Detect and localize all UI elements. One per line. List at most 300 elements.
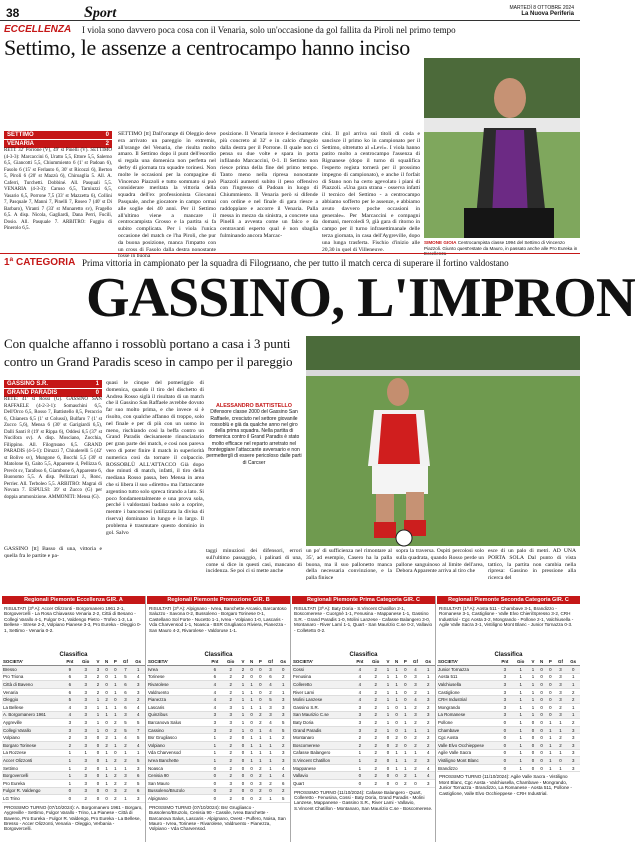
table-cell: 0 <box>94 795 102 803</box>
table-row <box>2 757 145 765</box>
table-row <box>292 666 435 674</box>
table-cell: 1 <box>111 704 119 712</box>
table-cell: 1 <box>207 757 223 765</box>
table-cell: Bsr Grugliasco <box>147 734 207 742</box>
table-cell: 4 <box>207 688 223 696</box>
table-cell: 2 <box>276 742 290 750</box>
table-cell: 2 <box>410 734 422 742</box>
table-cell: 6 <box>62 688 78 696</box>
table-cell: 2 <box>566 719 580 727</box>
table-row <box>2 711 145 719</box>
article2-subhead: Con qualche affanno i rossoblù portano a casa i 3 punti <box>4 336 291 351</box>
table-cell: 2 <box>223 734 239 742</box>
table-cell: 6 <box>207 666 223 674</box>
article2-photo-caption <box>206 403 302 466</box>
table-cell: Brandizzo <box>437 764 497 772</box>
table-row <box>147 726 290 734</box>
table-cell: Venaria <box>2 688 62 696</box>
article2-body-col1: GASSINO [tt] Basso di una, vittoria e quella fra le partite e pa- <box>4 546 102 559</box>
table-cell: 1 <box>256 734 264 742</box>
table-row <box>437 742 580 750</box>
table-cell: Aosta 511 <box>437 673 497 681</box>
table-cell: 1 <box>546 719 554 727</box>
table-cell: 1 <box>94 711 102 719</box>
table-cell: 2 <box>392 742 401 750</box>
table-header-cell: P <box>256 658 264 666</box>
table-cell: 1 <box>401 764 409 772</box>
table-header-cell: Pnt <box>497 658 513 666</box>
table-cell: Molini Lanzese <box>292 696 352 704</box>
table-cell: 1 <box>247 681 256 689</box>
table-cell: 0 <box>384 734 392 742</box>
table-cell: 0 <box>102 688 111 696</box>
article1-body-col2: posizione. Il Venaria invece è decisamente più concreto al 32' e in calcio d'angolo dalla destra per il Porrone. Il quale non ci pensa su due volte e spara in porta infilando Marcaccini, 0-1. Il Settimo non riesce prima della fine del primo tempo. Tanto meno nella ripresa nonostante Piazzoli aumenti subito il peso offensivo con l'ingresso di Padoan in luogo di Chiummiento. Il Venaria però si difende con ordine e nel finale di gara riesce a raddoppiare e accorre il Venaria. Palla messa in mezzo da sinistra, a concrete una Pinelli a avventa come un falco e da centravanti esperto qual è non sbaglia fulminando ancora Marcac- <box>220 131 318 239</box>
table-cell: Oleggio <box>2 696 62 704</box>
table-header-cell: Gs <box>566 658 580 666</box>
table-cell: 0 <box>529 719 537 727</box>
header-rule <box>0 20 580 21</box>
table-cell: 1 <box>62 757 78 765</box>
table-cell: 0 <box>529 749 537 757</box>
table-cell: 1 <box>256 749 264 757</box>
table-header-cell: Pnt <box>62 658 78 666</box>
table-cell: 2 <box>94 673 102 681</box>
table-cell: 0 <box>529 764 537 772</box>
table-row <box>2 673 145 681</box>
table-cell: Lascaris <box>147 704 207 712</box>
table-cell: 1 <box>265 757 277 765</box>
table-cell: 4 <box>62 711 78 719</box>
table-cell: 3 <box>78 688 94 696</box>
table-cell: Agile Valle Sacra <box>437 749 497 757</box>
table-row <box>437 688 580 696</box>
table-row <box>292 764 435 772</box>
table-cell: 1 <box>352 757 368 765</box>
table-cell: 0 <box>546 711 554 719</box>
table-cell: 2 <box>368 696 384 704</box>
table-cell: 0 <box>537 688 546 696</box>
table-row <box>292 749 435 757</box>
table-cell: 7 <box>131 726 145 734</box>
standings-title: Regionali Piemonte Eccellenza GIR. A <box>2 596 145 604</box>
table-row <box>147 757 290 765</box>
table-cell: 0 <box>102 673 111 681</box>
table-cell: 2 <box>239 673 247 681</box>
table-cell: Settimo <box>2 764 62 772</box>
table-row <box>292 696 435 704</box>
table-cell: 0 <box>401 688 409 696</box>
table-cell: 0 <box>256 666 264 674</box>
table-header-cell: N <box>102 658 111 666</box>
table-cell: 2 <box>223 742 239 750</box>
table-cell: 1 <box>265 749 277 757</box>
table-cell: 0 <box>537 734 546 742</box>
table-cell: 5 <box>131 719 145 727</box>
table-cell: 6 <box>120 688 132 696</box>
table-cell: 1 <box>94 704 102 712</box>
table-cell: 3 <box>78 681 94 689</box>
table-cell: 5 <box>276 719 290 727</box>
table-cell: 1 <box>111 711 119 719</box>
player-photo-gioia <box>424 58 580 238</box>
table-cell: Aygreville <box>2 719 62 727</box>
table-cell: 0 <box>352 780 368 788</box>
article2-body-col6: esce di un palo di metri. AD UNA PORTA SOLA Dal punto di vista tattico, la partita non cambia nella ripresa: Gassino in pressione alla ricerca del <box>488 548 576 582</box>
table-cell: La Rozzese <box>2 749 62 757</box>
table-cell: 1 <box>392 764 401 772</box>
table-cell: 3 <box>223 780 239 788</box>
table-cell: 7 <box>120 666 132 674</box>
table-row <box>437 673 580 681</box>
table-cell: 2 <box>111 795 119 803</box>
article2-body-col4: un po' di sufficienza nel rimontare al 35', ad esempio, Casero ha la palla buona, ma il suo pallonetto manca della necessaria convinzione, e la palla finisce <box>306 548 392 582</box>
table-cell: 0 <box>537 719 546 727</box>
table-cell: 1 <box>131 749 145 757</box>
table-cell: 2 <box>120 780 132 788</box>
table-row <box>147 673 290 681</box>
table-cell: 1 <box>401 704 409 712</box>
table-cell: Vistiligno Mont Blanc <box>437 757 497 765</box>
table-cell: 3 <box>78 780 94 788</box>
table-header-cell: SOCIETA' <box>292 658 352 666</box>
table-cell: 0 <box>265 787 277 795</box>
table-cell: 1 <box>421 666 435 674</box>
table-cell: 0 <box>546 688 554 696</box>
table-cell: 5 <box>276 726 290 734</box>
table-cell: 1 <box>392 696 401 704</box>
table-cell: 2 <box>566 696 580 704</box>
table-cell: 2 <box>421 734 435 742</box>
table-cell: Valle Elvo Occhieppese <box>437 742 497 750</box>
table-header-cell: P <box>546 658 554 666</box>
table-cell: 1 <box>401 711 409 719</box>
table-cell: 0 <box>497 749 513 757</box>
table-cell: 1 <box>546 764 554 772</box>
table-cell: 3 <box>555 688 567 696</box>
table-cell: Chambave <box>437 726 497 734</box>
table-cell: 1 <box>265 772 277 780</box>
table-cell: 1 <box>392 757 401 765</box>
table-row <box>292 734 435 742</box>
table-cell: 2 <box>256 795 264 803</box>
table-cell: 3 <box>276 704 290 712</box>
table-cell: 4 <box>410 666 422 674</box>
table-row <box>437 719 580 727</box>
table-cell: 2 <box>120 742 132 750</box>
table-cell: 2 <box>62 734 78 742</box>
standings-table <box>292 658 435 788</box>
table-cell: 3 <box>78 704 94 712</box>
table-row <box>2 764 145 772</box>
table-cell: La Bellese <box>2 704 62 712</box>
table-cell: 4 <box>120 734 132 742</box>
article2-body-col5: sopra la traversa. Ospiti percolosi solo sulla quadrata, quando Rosso perde un pallone sanguinoso al limite dell'area, Debora Apparente arriva al tiro che <box>396 548 484 575</box>
table-cell: 0 <box>94 772 102 780</box>
table-cell: Boscomerese <box>292 742 352 750</box>
table-cell: 2 <box>368 719 384 727</box>
table-cell: 2 <box>368 704 384 712</box>
table-cell: 1 <box>555 726 567 734</box>
standings-next-round: PROSSIMO TURNO (11/10/2024): Agile Valle Sacra - Vistiligno Mont Blanc, Cgc Aosta - Valchiusella, Chambave - Mongrando, Junior Tornazza - Brandizzo, La Romanese - Aosta 511, Pollone - Castiglione, Valle Elvo Occhieppese - CRH Industrial. <box>439 774 572 796</box>
table-cell: 2 <box>78 795 94 803</box>
table-cell: 3 <box>352 704 368 712</box>
table-cell: Baty Doria <box>292 719 352 727</box>
table-cell: 0 <box>537 673 546 681</box>
table-cell: 0 <box>102 719 111 727</box>
table-cell: Borgaro Torinese <box>2 742 62 750</box>
table-cell: 0 <box>401 673 409 681</box>
table-cell: 1 <box>384 666 392 674</box>
table-cell: 1 <box>529 673 537 681</box>
table-header-row <box>147 658 290 666</box>
table-cell: 1 <box>120 749 132 757</box>
masthead <box>509 5 574 17</box>
table-cell: Mongrando <box>437 704 497 712</box>
table-cell: 0 <box>247 666 256 674</box>
score-row: GRAND PARADIS 0 <box>4 389 102 397</box>
table-cell: 2 <box>352 742 368 750</box>
table-cell: 2 <box>368 742 384 750</box>
table-cell: 3 <box>352 719 368 727</box>
table-cell: 0 <box>239 757 247 765</box>
table-cell: 3 <box>78 772 94 780</box>
table-cell: 3 <box>421 780 435 788</box>
standings-title: Regionali Piemonte Prima Categoria GIR. C <box>292 596 435 604</box>
table-cell: 6 <box>120 681 132 689</box>
standings-results: RISULTATI (3ª A): Baty Doria - S.Vincent Chatillon 2-1, Boscomerese - Cuorgnè 1-1, Fenusina - Mappanese 1-1, Gassino S.R. - Grand Paradis 1-0, Molini Lanzese - Cafasse Balangero 3-0, Montanaro - River Lamì 1-1, Quart - San Maurizio C.se 0-2, Vallavio - Colletetto 0-2. <box>294 606 433 633</box>
table-cell: 0 <box>384 772 392 780</box>
table-cell: CRH Industrial <box>437 696 497 704</box>
table-cell: La Romanese <box>437 711 497 719</box>
table-cell: 1 <box>555 749 567 757</box>
standings-next-round: PROSSIMO TURNO (07/10/2024): A. Borgomanero 1961 - Borgaro, Aygreville - Settimo, Fulgor Varallo - Trino, La Pianese - Città di Baveno, Pro Eureka - Fulgor R. Valdengo, Pro Eureka - La Bellese, Bresso - Accer Olizzonti, Venaria - Oleggio, Verbania - Borgovercelli. <box>4 804 143 832</box>
table-cell: 0 <box>247 726 256 734</box>
table-cell: 1 <box>566 681 580 689</box>
table-cell: 0 <box>247 787 256 795</box>
table-cell: 0 <box>247 795 256 803</box>
table-cell: 2 <box>410 757 422 765</box>
table-cell: 3 <box>120 772 132 780</box>
table-row <box>2 726 145 734</box>
table-cell: 5 <box>120 726 132 734</box>
table-header-cell: Gio <box>78 658 94 666</box>
table-header-cell: Gio <box>223 658 239 666</box>
table-header-cell: Pnt <box>207 658 223 666</box>
table-cell: 1 <box>111 742 119 750</box>
table-cell: 0 <box>401 681 409 689</box>
table-cell: 1 <box>120 764 132 772</box>
table-cell: 4 <box>352 696 368 704</box>
table-header-row <box>437 658 580 666</box>
table-cell: 3 <box>410 681 422 689</box>
table-cell: Valchiusella <box>437 681 497 689</box>
table-cell: 3 <box>111 787 119 795</box>
caption-name: ALESSANDRO BATTISTELLO <box>216 403 292 409</box>
table-cell: 3 <box>78 734 94 742</box>
standings-block <box>147 596 290 834</box>
table-cell: 2 <box>223 787 239 795</box>
table-cell: 1 <box>102 749 111 757</box>
table-cell: 2 <box>120 757 132 765</box>
table-row <box>437 734 580 742</box>
table-cell: 2 <box>276 673 290 681</box>
table-cell: 1 <box>352 764 368 772</box>
table-cell: 0 <box>401 696 409 704</box>
table-cell: 0 <box>384 764 392 772</box>
table-cell: 3 <box>566 726 580 734</box>
table-cell: 4 <box>131 742 145 750</box>
table-cell: Bresso <box>2 666 62 674</box>
table-cell: 0 <box>392 780 401 788</box>
table-row <box>147 719 290 727</box>
table-cell: 6 <box>265 673 277 681</box>
table-cell: Junior Tornazza <box>437 666 497 674</box>
table-cell: 3 <box>276 749 290 757</box>
table-cell: 2 <box>223 795 239 803</box>
table-cell: 0 <box>207 764 223 772</box>
table-cell: LG Trino <box>2 795 62 803</box>
table-cell: 0 <box>384 742 392 750</box>
table-cell: 4 <box>207 681 223 689</box>
table-cell: 2 <box>368 764 384 772</box>
table-row <box>2 734 145 742</box>
table-cell: Quinzibus <box>147 711 207 719</box>
table-cell: 1 <box>401 757 409 765</box>
table-cell: 3 <box>497 688 513 696</box>
table-cell: 1 <box>94 719 102 727</box>
table-cell: 3 <box>131 688 145 696</box>
table-cell: Pollone <box>437 719 497 727</box>
table-cell: 0 <box>256 681 264 689</box>
table-row <box>292 711 435 719</box>
standings-block <box>292 596 435 813</box>
table-cell: 0 <box>537 704 546 712</box>
standings-next-round: PROSSIMO TURNO (07/10/2024): Bsr Grugliasco - Bussoleno/Bruzolo, Cenisia 90 - Cassile, Ivrea Banchette - Barcanova Salus, Lascaris - Alpignano, Ovest - Pulfero, Noisa, San Mauro - Ivrea, Torinese - Rivarolese, Valdruento - Pianezza, Volpiano - Vda Charvensod. <box>149 804 286 832</box>
table-cell: 3 <box>120 696 132 704</box>
table-cell: 3 <box>265 666 277 674</box>
table-cell: 0 <box>256 696 264 704</box>
table-cell: 0 <box>207 787 223 795</box>
table-cell: 3 <box>497 696 513 704</box>
table-cell: 1 <box>265 734 277 742</box>
table-cell: 0 <box>239 742 247 750</box>
table-cell: Ivrea <box>147 666 207 674</box>
table-cell: 1 <box>62 772 78 780</box>
table-cell: 1 <box>111 734 119 742</box>
table-cell: 4 <box>352 673 368 681</box>
issue-date: MARTEDÌ 8 OTTOBRE 2024 <box>509 5 574 11</box>
table-cell: 1 <box>392 666 401 674</box>
table-cell: 0 <box>537 757 546 765</box>
table-cell: 1 <box>239 711 247 719</box>
table-cell: 1 <box>62 749 78 757</box>
table-cell: 1 <box>384 726 392 734</box>
table-cell: 1 <box>421 688 435 696</box>
table-cell: 1 <box>513 749 529 757</box>
table-cell: 4 <box>421 764 435 772</box>
table-row <box>147 772 290 780</box>
table-cell: 2 <box>368 749 384 757</box>
table-cell: 3 <box>566 764 580 772</box>
table-cell: Bussoleno/Bruzolo <box>147 787 207 795</box>
table-cell: 0 <box>392 772 401 780</box>
table-header-cell: V <box>94 658 102 666</box>
table-row <box>437 681 580 689</box>
table-cell: 1 <box>566 711 580 719</box>
table-cell: 0 <box>546 696 554 704</box>
table-header-cell: N <box>247 658 256 666</box>
table-cell: 1 <box>111 681 119 689</box>
table-cell: 1 <box>247 734 256 742</box>
table-cell: 5 <box>120 673 132 681</box>
table-cell: 0 <box>384 780 392 788</box>
table-cell: Montanaro <box>292 734 352 742</box>
table-cell: 3 <box>497 673 513 681</box>
table-cell: 2 <box>421 681 435 689</box>
standings-title: Regionali Piemonte Seconda Categoria GIR. C <box>437 596 580 604</box>
table-cell: 0 <box>247 764 256 772</box>
table-cell: 0 <box>392 704 401 712</box>
table-cell: 2 <box>111 772 119 780</box>
table-cell: 1 <box>256 757 264 765</box>
table-cell: 3 <box>256 780 264 788</box>
standings-title: Regionali Piemonte Promozione GIR. B <box>147 596 290 604</box>
table-cell: 2 <box>265 780 277 788</box>
table-cell: Città di Baveno <box>2 681 62 689</box>
table-cell: 0 <box>239 749 247 757</box>
table-cell: 0 <box>102 666 111 674</box>
standings-results: RISULTATI (3ª A): Alpignano - Ivrea, Banchette Arcasio, Barcantoso Saluzzo - Savona 0-2, Bussoleno - Borgaro Torinese 0-1, Castellano Sol Forte - Nucetto 1-1, Ivrea - Volpiano 1-0, Lascaris - Vda Charvensod 1-1, Noasca - BSR Grugliasco Riviera, Pianezza - San Mauro 4-2, Rivarolese - Valdoruse 1-1. <box>149 606 287 633</box>
table-cell: 3 <box>352 726 368 734</box>
table-row <box>2 749 145 757</box>
table-cell: 2 <box>555 734 567 742</box>
table-header-cell: V <box>384 658 392 666</box>
table-cell: 3 <box>276 757 290 765</box>
table-cell: 0 <box>247 673 256 681</box>
article1-body-col1: SETTIMO [tt] Dall'orange di Oleggio deve era arrivato un pareggio in extremis, all'orange del Venaria, che risulta molto amaro. Il Settimo dopo il punt dell'esordio si regala una domenica non perfetta nel derby di giornata tra squadre torinesi. Non molte le occasioni per la compagine di Vincenzo Piazzoli e tutto sommato si può considerare meritata la vittoria della squadra dell'ex professionista Giovanni Pasquale, anche giocatore in campo ormai alle soglie dei 40 anni. Per il Settimo all'ultimo viene a mancare il centrocampista Grosso e la partita si fa subito complicata. Per i viola l'unica occasione del match ce l'ha Piroli, che pur da buona posizione, manca l'impatto con un cross di Fasolo dalla destra nonostante fosse in buona <box>118 131 216 260</box>
table-cell: 1 <box>265 742 277 750</box>
standings-classifica-title: Classifica <box>349 652 378 658</box>
table-cell: 2 <box>276 787 290 795</box>
table-cell: 0 <box>546 666 554 674</box>
table-cell: 2 <box>94 681 102 689</box>
table-cell: 6 <box>120 704 132 712</box>
table-cell: 1 <box>513 666 529 674</box>
table-cell: 2 <box>223 749 239 757</box>
table-cell: 0 <box>111 749 119 757</box>
table-row <box>292 704 435 712</box>
table-cell: 2 <box>410 764 422 772</box>
table-cell: 3 <box>131 681 145 689</box>
table-cell: 1 <box>392 673 401 681</box>
table-cell: 1 <box>247 757 256 765</box>
table-cell: Quart <box>292 780 352 788</box>
table-cell: 4 <box>207 696 223 704</box>
table-cell: Vallavio <box>292 772 352 780</box>
table-row <box>292 719 435 727</box>
table-cell: 1 <box>392 681 401 689</box>
table-cell: 3 <box>265 711 277 719</box>
table-row <box>292 681 435 689</box>
table-cell: 3 <box>265 704 277 712</box>
article1-headline: Settimo, le assenze a centrocampo hanno inciso <box>4 35 410 60</box>
table-cell: 0 <box>207 780 223 788</box>
table-cell: 0 <box>537 764 546 772</box>
table-cell: Pianezza <box>147 696 207 704</box>
table-cell: 1 <box>546 742 554 750</box>
table-row <box>147 742 290 750</box>
table-cell: 3 <box>276 696 290 704</box>
